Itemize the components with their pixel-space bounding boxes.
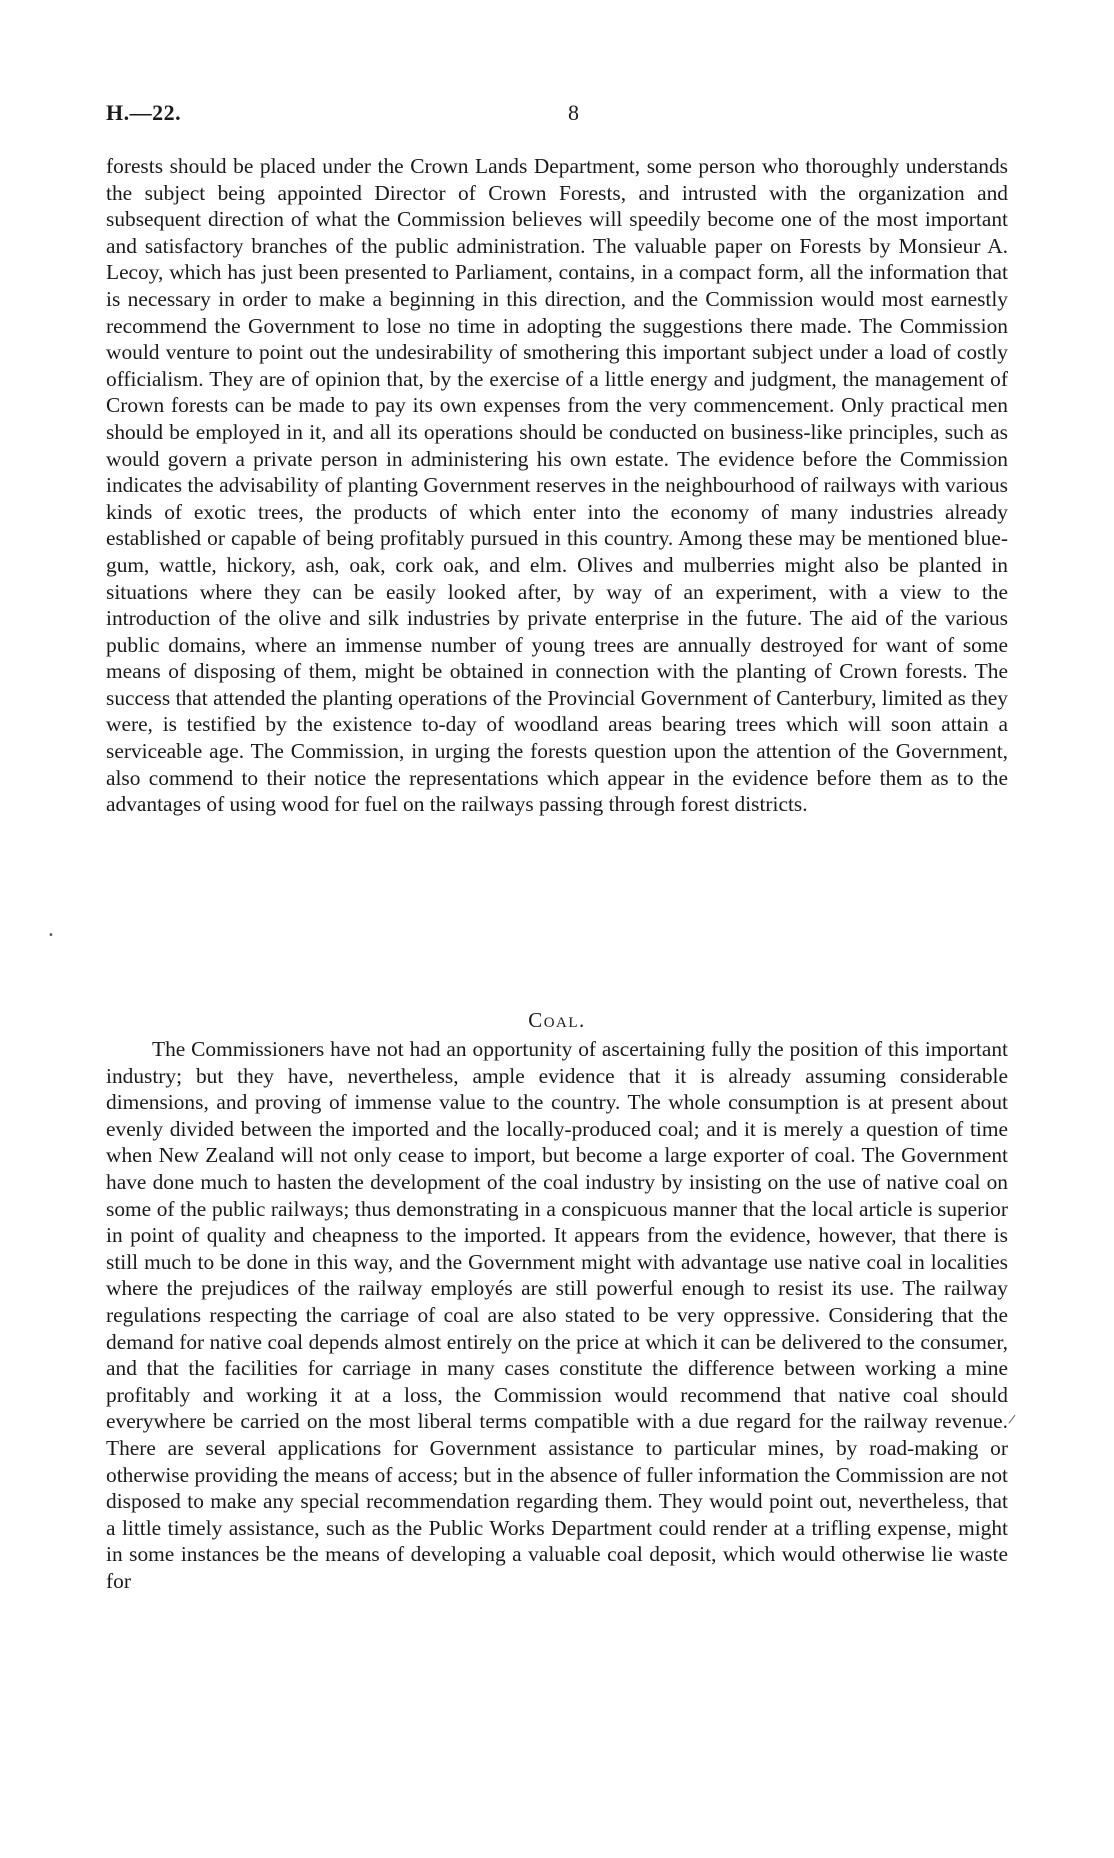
coal-paragraph: The Commissioners have not had an opportunity of ascertaining fully the position of this important industry; but they have, nevertheless, ample evidence that it is already assuming considerable dimensions, and proving of immense value to the country. The whole consumption is at present about evenly divided between the imported and the locally-produced coal; and it is merely a question of time when New Zealand will not only cease to import, but become a large exporter of coal. The Government have done much to hasten the development of the coal industry by insisting on the use of native coal on some of the public railways; thus demonstrating in a conspicuous manner that the local article is superior in point of quality and cheapness to the imported. It appears from the evidence, however, that there is still much to be done in this way, and the Government might with advantage use native coal in localities where the prejudices of the railway employés are still powerful enough to resist its use. The railway regulations respecting the carriage of coal are also stated to be very oppressive. Considering that the demand for native coal depends almost entirely on the price at which it can be delivered to the consumer, and that the facilities for carriage in many cases constitute the difference between working a mine profitably and working it at a loss, the Commission would recommend that native coal should everywhere be carried on the most liberal terms compatible with a due regard for the railway revenue. There are several applications for Government assistance to particular mines, by road-making or otherwise providing the means of access; but in the absence of fuller information the Commission are not disposed to make any special recommendation regarding them. They would point out, nevertheless, that a little timely assistance, such as the Public Works Department could render at a trifling expense, might in some instances be the means of developing a valuable coal deposit, which would otherwise lie waste for [106, 1037, 1008, 1593]
coal-section [106, 1036, 1008, 1594]
page-header [106, 100, 1008, 130]
forests-section [106, 153, 1008, 818]
margin-dot-mark: • [48, 930, 54, 941]
coal-heading: Coal. [528, 1008, 586, 1032]
document-reference: H.—22. [106, 100, 182, 125]
page-number: 8 [568, 100, 579, 125]
margin-tick-mark: / [1007, 1411, 1017, 1427]
forests-paragraph: forests should be placed under the Crown Lands Department, some person who thoroughly understands the subject being appointed Director of Crown Forests, and intrusted with the organization and subsequent direction of what the Commission believes will speedily become one of the most important and satisfactory branches of the public administration. The valuable paper on Forests by Monsieur A. Lecoy, which has just been presented to Parliament, contains, in a compact form, all the information that is necessary in order to make a beginning in this direction, and the Commission would most earnestly recommend the Government to lose no time in adopting the suggestions there made. The Commission would venture to point out the undesirability of smothering this important subject under a load of costly officialism. They are of opinion that, by the exercise of a little energy and judgment, the management of Crown forests can be made to pay its own expenses from the very commencement. Only practical men should be employed in it, and all its operations should be conducted on business-like principles, such as would govern a private person in administering his own estate. The evidence before the Commission indicates the advisability of planting Government reserves in the neighbourhood of railways with various kinds of exotic trees, the products of which enter into the economy of many industries already established or capable of being profitably pursued in this country. Among these may be mentioned blue-gum, wattle, hickory, ash, oak, cork oak, and elm. Olives and mulberries might also be planted in situations where they can be easily looked after, by way of an experiment, with a view to the introduction of the olive and silk industries by private enterprise in the future. The aid of the various public domains, where an immense number of young trees are annually destroyed for want of some means of disposing of them, might be obtained in connection with the planting of Crown forests. The success that attended the planting operations of the Provincial Government of Canterbury, limited as they were, is testified by the existence to-day of woodland areas bearing trees which will soon attain a serviceable age. The Commission, in urging the forests question upon the attention of the Government, also commend to their notice the representations which appear in the evidence before them as to the advantages of using wood for fuel on the railways passing through forest districts. [106, 154, 1008, 817]
